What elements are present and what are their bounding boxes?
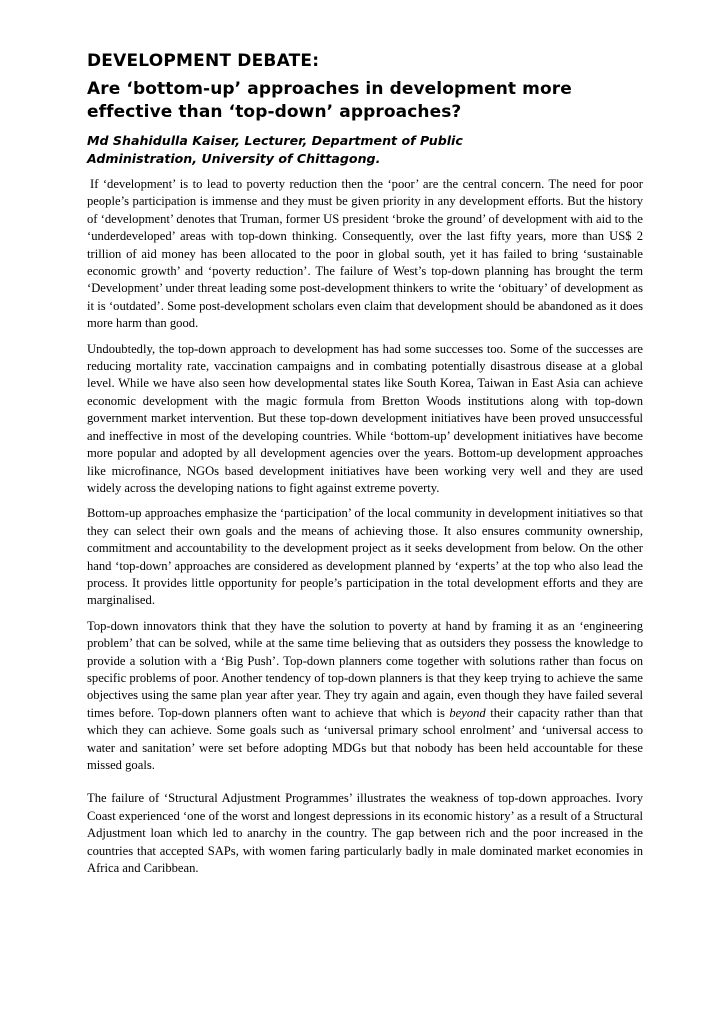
paragraph-4-text-before: Top-down innovators think that they have the solution to poverty at hand by framing it as an ‘engineering problem’ that can be solved, while at the same time believing that as outsiders they possess the knowledge to provide a solution with a ‘Big Push’. Top-down planners come together with solutions rather than focus on specific problems of poor. Another tendency of top-down planners is that they keep trying to achieve the same objectives using the same plan year after year. They try again and again, even though they have failed several times before. Top-down planners often want to achieve that which is bbox=[87, 618, 643, 720]
paragraph-1: If ‘development’ is to lead to poverty reduction then the ‘poor’ are the central concern. The need for poor people’s participation is immense and they must be given priority in any development efforts. But the history of ‘development’ denotes that Truman, former US president ‘broke the ground’ of development with aid to the ‘underdeveloped’ areas with top-down thinking. Consequently, over the last fifty years, more than US$ 2 trillion of aid money has been allocated to the poor in global south, yet it has failed to bring ‘sustainable economic growth’ and ‘poverty reduction’. The failure of West’s top-down planning has brought the term ‘Development’ under threat leading some post-development thinkers to write the ‘obituary’ of development as it is ‘outdated’. Some post-development scholars even claim that development should be abandoned as it does more harm than good. bbox=[87, 177, 643, 331]
paragraph-4-text-after: their capacity rather than that which they can achieve. Some goals such as ‘universal primary school enrolment’ and ‘universal access to water and sanitation’ were set before adopting MDGs but that nobody has been held accountable for these missed goals. bbox=[87, 705, 643, 772]
paragraph-4 bbox=[87, 618, 643, 775]
document-title: Are ‘bottom-up’ approaches in development more effective than ‘top-down’ approaches? bbox=[87, 79, 572, 122]
paragraph-5: The failure of ‘Structural Adjustment Programmes’ illustrates the weakness of top-down approaches. Ivory Coast experienced ‘one of the worst and longest depressions in its economic history’ as a result of a Structural Adjustment loan which led to anarchy in the country. The gap between rich and the poor increased in the countries that accepted SAPs, with women faring particularly badly in male dominated market economies in Africa and Caribbean. bbox=[87, 791, 643, 876]
author-line: Md Shahidulla Kaiser, Lecturer, Department of Public Administration, University of Chittagong. bbox=[87, 133, 463, 166]
paragraph-2: Undoubtedly, the top-down approach to development has had some successes too. Some of the successes are reducing mortality rate, vaccination campaigns and in combating potentially disastrous disease at a global level. While we have also seen how developmental states like South Korea, Taiwan in East Asia can achieve economic development with the magic formula from Bretton Woods institutions along with top-down government market intervention. But these top-down development initiatives have been proved unsuccessful and ineffective in most of the developing countries. While ‘bottom-up’ development initiatives have become more popular and adopted by all development agencies over the years. Bottom-up development approaches like microfinance, NGOs based development initiatives have been working very well and they are used widely across the developing nations to fight against extreme poverty. bbox=[87, 341, 643, 495]
paragraph-3: Bottom-up approaches emphasize the ‘participation’ of the local community in development initiatives so that they can select their own goals and the means of achieving those. It also ensures community ownership, commitment and accountability to the development project as it seeks development from below. On the other hand ‘top-down’ approaches are considered as development planned by ‘experts’ at the top who also lead the process. It provides little opportunity for people’s participation in the total development efforts and they are marginalised. bbox=[87, 506, 643, 608]
paragraph-4-emphasis: beyond bbox=[449, 705, 486, 720]
document-body bbox=[87, 50, 643, 885]
document-heading: DEVELOPMENT DEBATE: bbox=[87, 51, 320, 71]
